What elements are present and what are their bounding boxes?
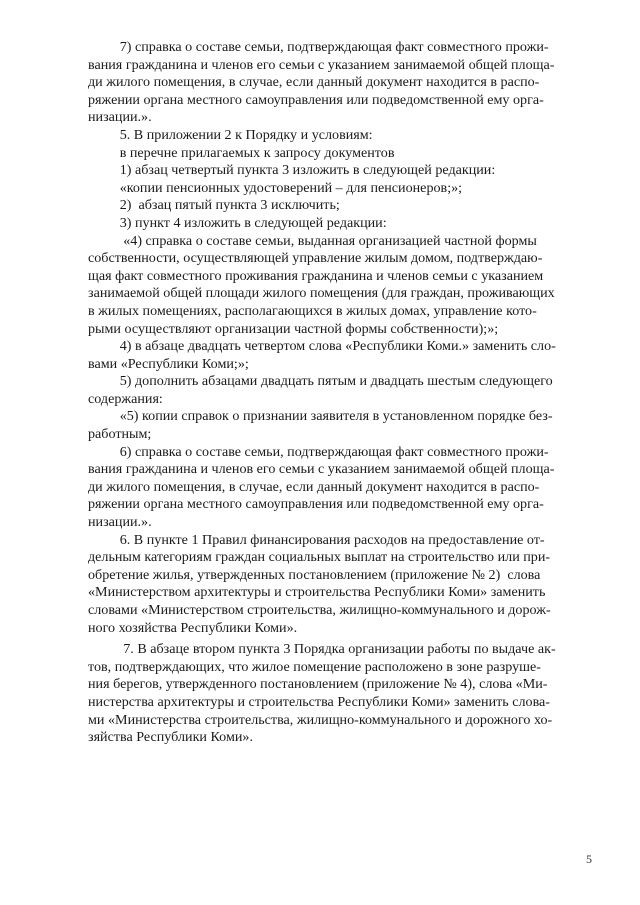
paragraph-item-7-family-certificate	[88, 39, 592, 127]
document-body	[88, 39, 592, 747]
text-line: вания гражданина и членов его семьи с указанием занимаемой общей площа-	[88, 461, 555, 478]
paragraph-quoted-item-5	[88, 408, 592, 443]
text-line: нистерства архитектуры и строительства Республики Коми» заменить слова-	[88, 693, 550, 710]
text-line: 6. В пункте 1 Правил финансирования расходов на предоставление от-	[88, 531, 545, 548]
text-line: 4) в абзаце двадцать четвертом слова «Республики Коми.» заменить сло-	[88, 338, 556, 355]
text-line: «5) копии справок о признании заявителя в установленном порядке без-	[88, 408, 553, 425]
paragraph-section-5-appendix-2	[88, 127, 592, 162]
text-line: собственности, осуществляющей управление жилым домом, подтверждаю-	[88, 250, 543, 267]
text-line: словами «Министерством строительства, жилищно-коммунального и дорож-	[88, 602, 551, 618]
text-line: ди жилого помещения, в случае, если данный документ находится в распо-	[88, 478, 540, 495]
paragraph-section-6	[88, 532, 592, 638]
text-line: в жилых помещениях, располагающихся в жилых домах, управление кото-	[88, 302, 537, 319]
paragraph-section-7	[88, 641, 592, 747]
text-line: ного хозяйства Республики Коми».	[88, 619, 298, 636]
text-line: вами «Республики Коми;»;	[88, 355, 249, 372]
text-line: 7) справка о составе семьи, подтверждающая факт совместного прожи-	[88, 39, 549, 55]
text-line: занимаемой общей площади жилого помещения (для граждан, проживающих	[88, 285, 555, 302]
paragraph-subitem-5	[88, 373, 592, 408]
text-line: 7. В абзаце втором пункта 3 Порядка организации работы по выдаче ак-	[88, 641, 556, 658]
text-line: «Министерством архитектуры и строительства Республики Коми» заменить	[88, 584, 546, 601]
text-line: 2) абзац пятый пункта 3 исключить;	[88, 197, 340, 214]
text-line: 6) справка о составе семьи, подтверждающая факт совместного прожи-	[88, 443, 549, 460]
paragraph-subitem-3	[88, 215, 592, 233]
paragraph-quoted-item-4	[88, 233, 592, 339]
paragraph-subitem-2	[88, 197, 592, 215]
text-line: 3) пункт 4 изложить в следующей редакции:	[88, 214, 387, 231]
text-line: зяйства Республики Коми».	[88, 729, 253, 746]
text-line: тов, подтверждающих, что жилое помещение расположено в зоне разруше-	[88, 658, 541, 675]
text-line: в перечне прилагаемых к запросу документов	[88, 144, 395, 161]
page-number: 5	[586, 852, 592, 866]
text-line: ния берегов, утвержденного постановлением (приложение № 4), слова «Ми-	[88, 676, 548, 693]
text-line: дельным категориям граждан социальных выплат на строительство или при-	[88, 549, 551, 566]
text-line: «копии пенсионных удостоверений – для пенсионеров;»;	[88, 179, 463, 196]
text-line: работным;	[88, 426, 152, 443]
text-line: 5) дополнить абзацами двадцать пятым и двадцать шестым следующего	[88, 373, 553, 390]
text-line: вания гражданина и членов его семьи с указанием занимаемой общей площа-	[88, 56, 555, 73]
text-line: ми «Министерства строительства, жилищно-коммунального и дорожного хо-	[88, 711, 553, 728]
text-line: «4) справка о составе семьи, выданная организацией частной формы	[88, 232, 537, 249]
paragraph-subitem-1	[88, 162, 592, 197]
text-line: содержания:	[88, 390, 163, 407]
text-line: 5. В приложении 2 к Порядку и условиям:	[88, 126, 373, 143]
paragraph-subitem-4	[88, 338, 592, 373]
text-line: низации.».	[88, 514, 152, 531]
text-line: ряжении органа местного самоуправления или подведомственной ему орга-	[88, 496, 544, 513]
paragraph-quoted-item-6	[88, 444, 592, 532]
text-line: ряжении органа местного самоуправления или подведомственной ему орга-	[88, 91, 544, 108]
text-line: ди жилого помещения, в случае, если данный документ находится в распо-	[88, 74, 540, 91]
text-line: 1) абзац четвертый пункта 3 изложить в следующей редакции:	[88, 162, 496, 179]
text-line: обретение жилья, утвержденных постановлением (приложение № 2) слова	[88, 566, 541, 583]
text-line: рыми осуществляют организации частной формы собственности);»;	[88, 320, 499, 337]
text-line: щая факт совместного проживания гражданина и членов семьи с указанием	[88, 267, 544, 284]
text-line: низации.».	[88, 109, 152, 126]
